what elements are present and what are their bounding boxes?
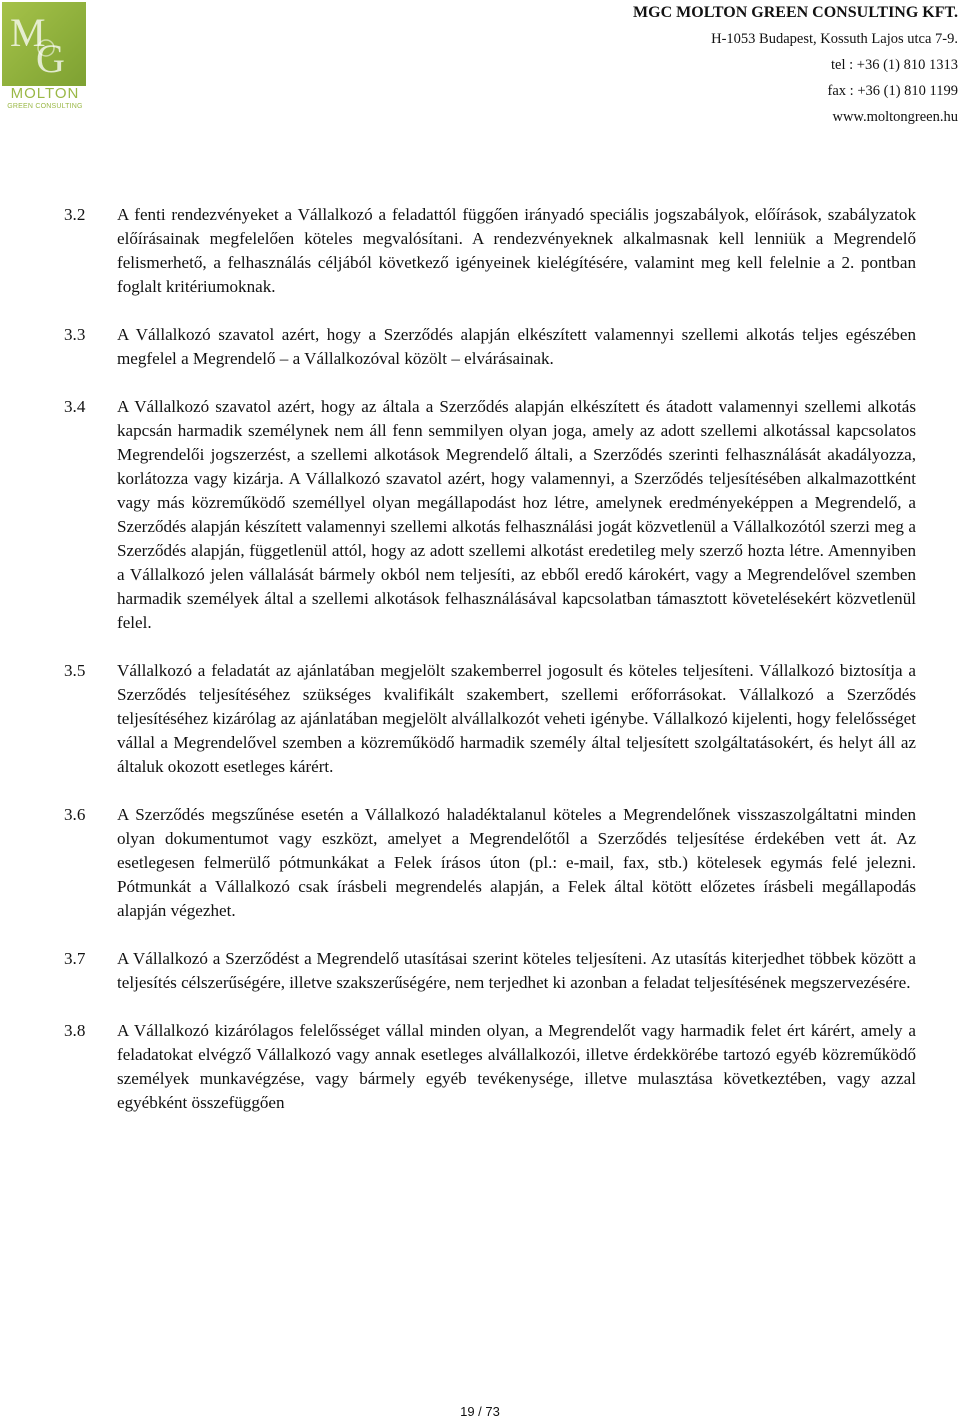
clause-text: A Vállalkozó szavatol azért, hogy az általa a Szerződés alapján elkészített és átadott valamennyi szellemi alkotás kapcsán harmadik személynek nem áll fenn semmilyen olyan joga, amely az adott szellemi alkotással kapcsolatos Megrendelői jogszerzést, a szellemi alkotások Megrendelő általi, a Szerződés szerinti felhasználását akadályozza, korlátozza vagy kizárja. A Vállalkozó szavatol azért, hogy valamennyi, a Szerződés teljesítésében alkalmazottként vagy más közreműködő személlyel olyan megállapodást hoz létre, amelynek eredményeképpen a Megrendelő, a Szerződés alapján készített valamennyi szellemi alkotás felhasználási jogát közvetlenül a Vállalkozótól szerzi meg a Szerződés alapján, függetlenül attól, hogy az adott szellemi alkotást eredetileg mely szerző hozta létre. Amennyiben a Vállalkozó jelen vállalását bármely okból nem teljesíti, az ebből eredő károkért, vagy a Megrendelővel szemben harmadik személyek által a szellemi alkotások felhasználásával kapcsolatban támasztott követelésekért közvetlenül felel. (117, 397, 916, 632)
clause-number: 3.4 (64, 397, 86, 416)
logo-monogram-icon (2, 2, 86, 86)
clause-number: 3.7 (64, 949, 86, 968)
company-address: H-1053 Budapest, Kossuth Lajos utca 7-9. (711, 31, 958, 47)
clause-3-2 (64, 203, 916, 299)
svg-text:M: M (10, 10, 46, 55)
clause-number: 3.2 (64, 205, 86, 224)
clause-text: A Szerződés megszűnése esetén a Vállalkozó haladéktalanul köteles a Megrendelőnek visszaszolgáltatni minden olyan dokumentumot vagy eszközt, amelyet a Megrendelőtől a Szerződés teljesítése érdekében vett át. Az esetlegesen felmerülő pótmunkákat a Felek írásos úton (pl.: e-mail, fax, stb.) kötelesek egymás felé jelezni. Pótmunkát a Vállalkozó csak írásbeli megrendelés alapján, a Felek által kötött előzetes írásbeli megállapodás alapján végezhet. (117, 805, 916, 920)
clause-number: 3.5 (64, 661, 86, 680)
clause-number: 3.3 (64, 325, 86, 344)
clause-text: A Vállalkozó kizárólagos felelősséget vállal minden olyan, a Megrendelőt vagy harmadik felet ért kárért, amely a feladatokat elvégző Vállalkozó vagy annak esetleges alvállalkozói, illetve érdekkörébe tartozó egyéb közreműködő személyek munkavégzése, vagy bármely egyéb tevékenysége, illetve mulasztása következtében, vagy azzal egyébként összefüggően (117, 1021, 916, 1112)
clause-text: A Vállalkozó szavatol azért, hogy a Szerződés alapján elkészített valamennyi szellemi alkotás teljes egészében megfelel a Megrendelő – a Vállalkozóval közölt – elvárásainak. (117, 325, 916, 368)
company-logo (2, 2, 86, 114)
company-tel: tel : +36 (1) 810 1313 (831, 57, 958, 73)
logo-word: MOLTON (10, 85, 80, 102)
clause-3-4 (64, 395, 916, 635)
page-number: 19 / 73 (460, 1404, 500, 1419)
clause-number: 3.6 (64, 805, 86, 824)
clause-text: Vállalkozó a feladatát az ajánlatában megjelölt szakemberrel jogosult és köteles teljesíteni. Vállalkozó biztosítja a Szerződés teljesítéséhez szükséges kvalifikált szakembert, szellemi erőforrásokat. Vállalkozó a Szerződés teljesítéséhez kizárólag az ajánlatában megjelölt alvállalkozót veheti igénybe. Vállalkozó kijelenti, hogy felelősséget vállal a Megrendelővel szemben a közreműködő harmadik személy által teljesített szolgáltatásokért, és helyt áll az általuk okozott esetleges kárért. (117, 661, 916, 776)
clause-3-7 (64, 947, 916, 995)
clause-3-8 (64, 1019, 916, 1115)
company-website[interactable]: www.moltongreen.hu (832, 109, 958, 125)
logo-subtitle: GREEN CONSULTING (7, 103, 83, 110)
clause-3-6 (64, 803, 916, 923)
document-body (64, 203, 916, 1139)
clause-3-3 (64, 323, 916, 371)
clause-text: A fenti rendezvényeket a Vállalkozó a feladattól függően irányadó speciális jogszabályok, előírások, szabályzatok előírásainak megfelelően köteles megvalósítani. A rendezvényeknek alkalmasnak kell lenniük a Megrendelő felismerhető, a felhasználás céljából következő igényeinek kielégítésére, valamint meg kell felelnie a 2. pontban foglalt kritériumoknak. (117, 205, 916, 296)
company-name: MGC MOLTON GREEN CONSULTING KFT. (633, 4, 958, 21)
clause-number: 3.8 (64, 1021, 86, 1040)
company-info (460, 0, 960, 130)
clause-3-5 (64, 659, 916, 779)
svg-text:G: G (36, 36, 65, 81)
clause-text: A Vállalkozó a Szerződést a Megrendelő utasításai szerint köteles teljesíteni. Az utasítás kiterjedhet többek között a teljesítés célszerűségére, illetve szakszerűségére, nem terjedhet ki azonban a feladat teljesítésének megszervezésére. (117, 949, 916, 992)
company-fax: fax : +36 (1) 810 1199 (827, 83, 958, 99)
